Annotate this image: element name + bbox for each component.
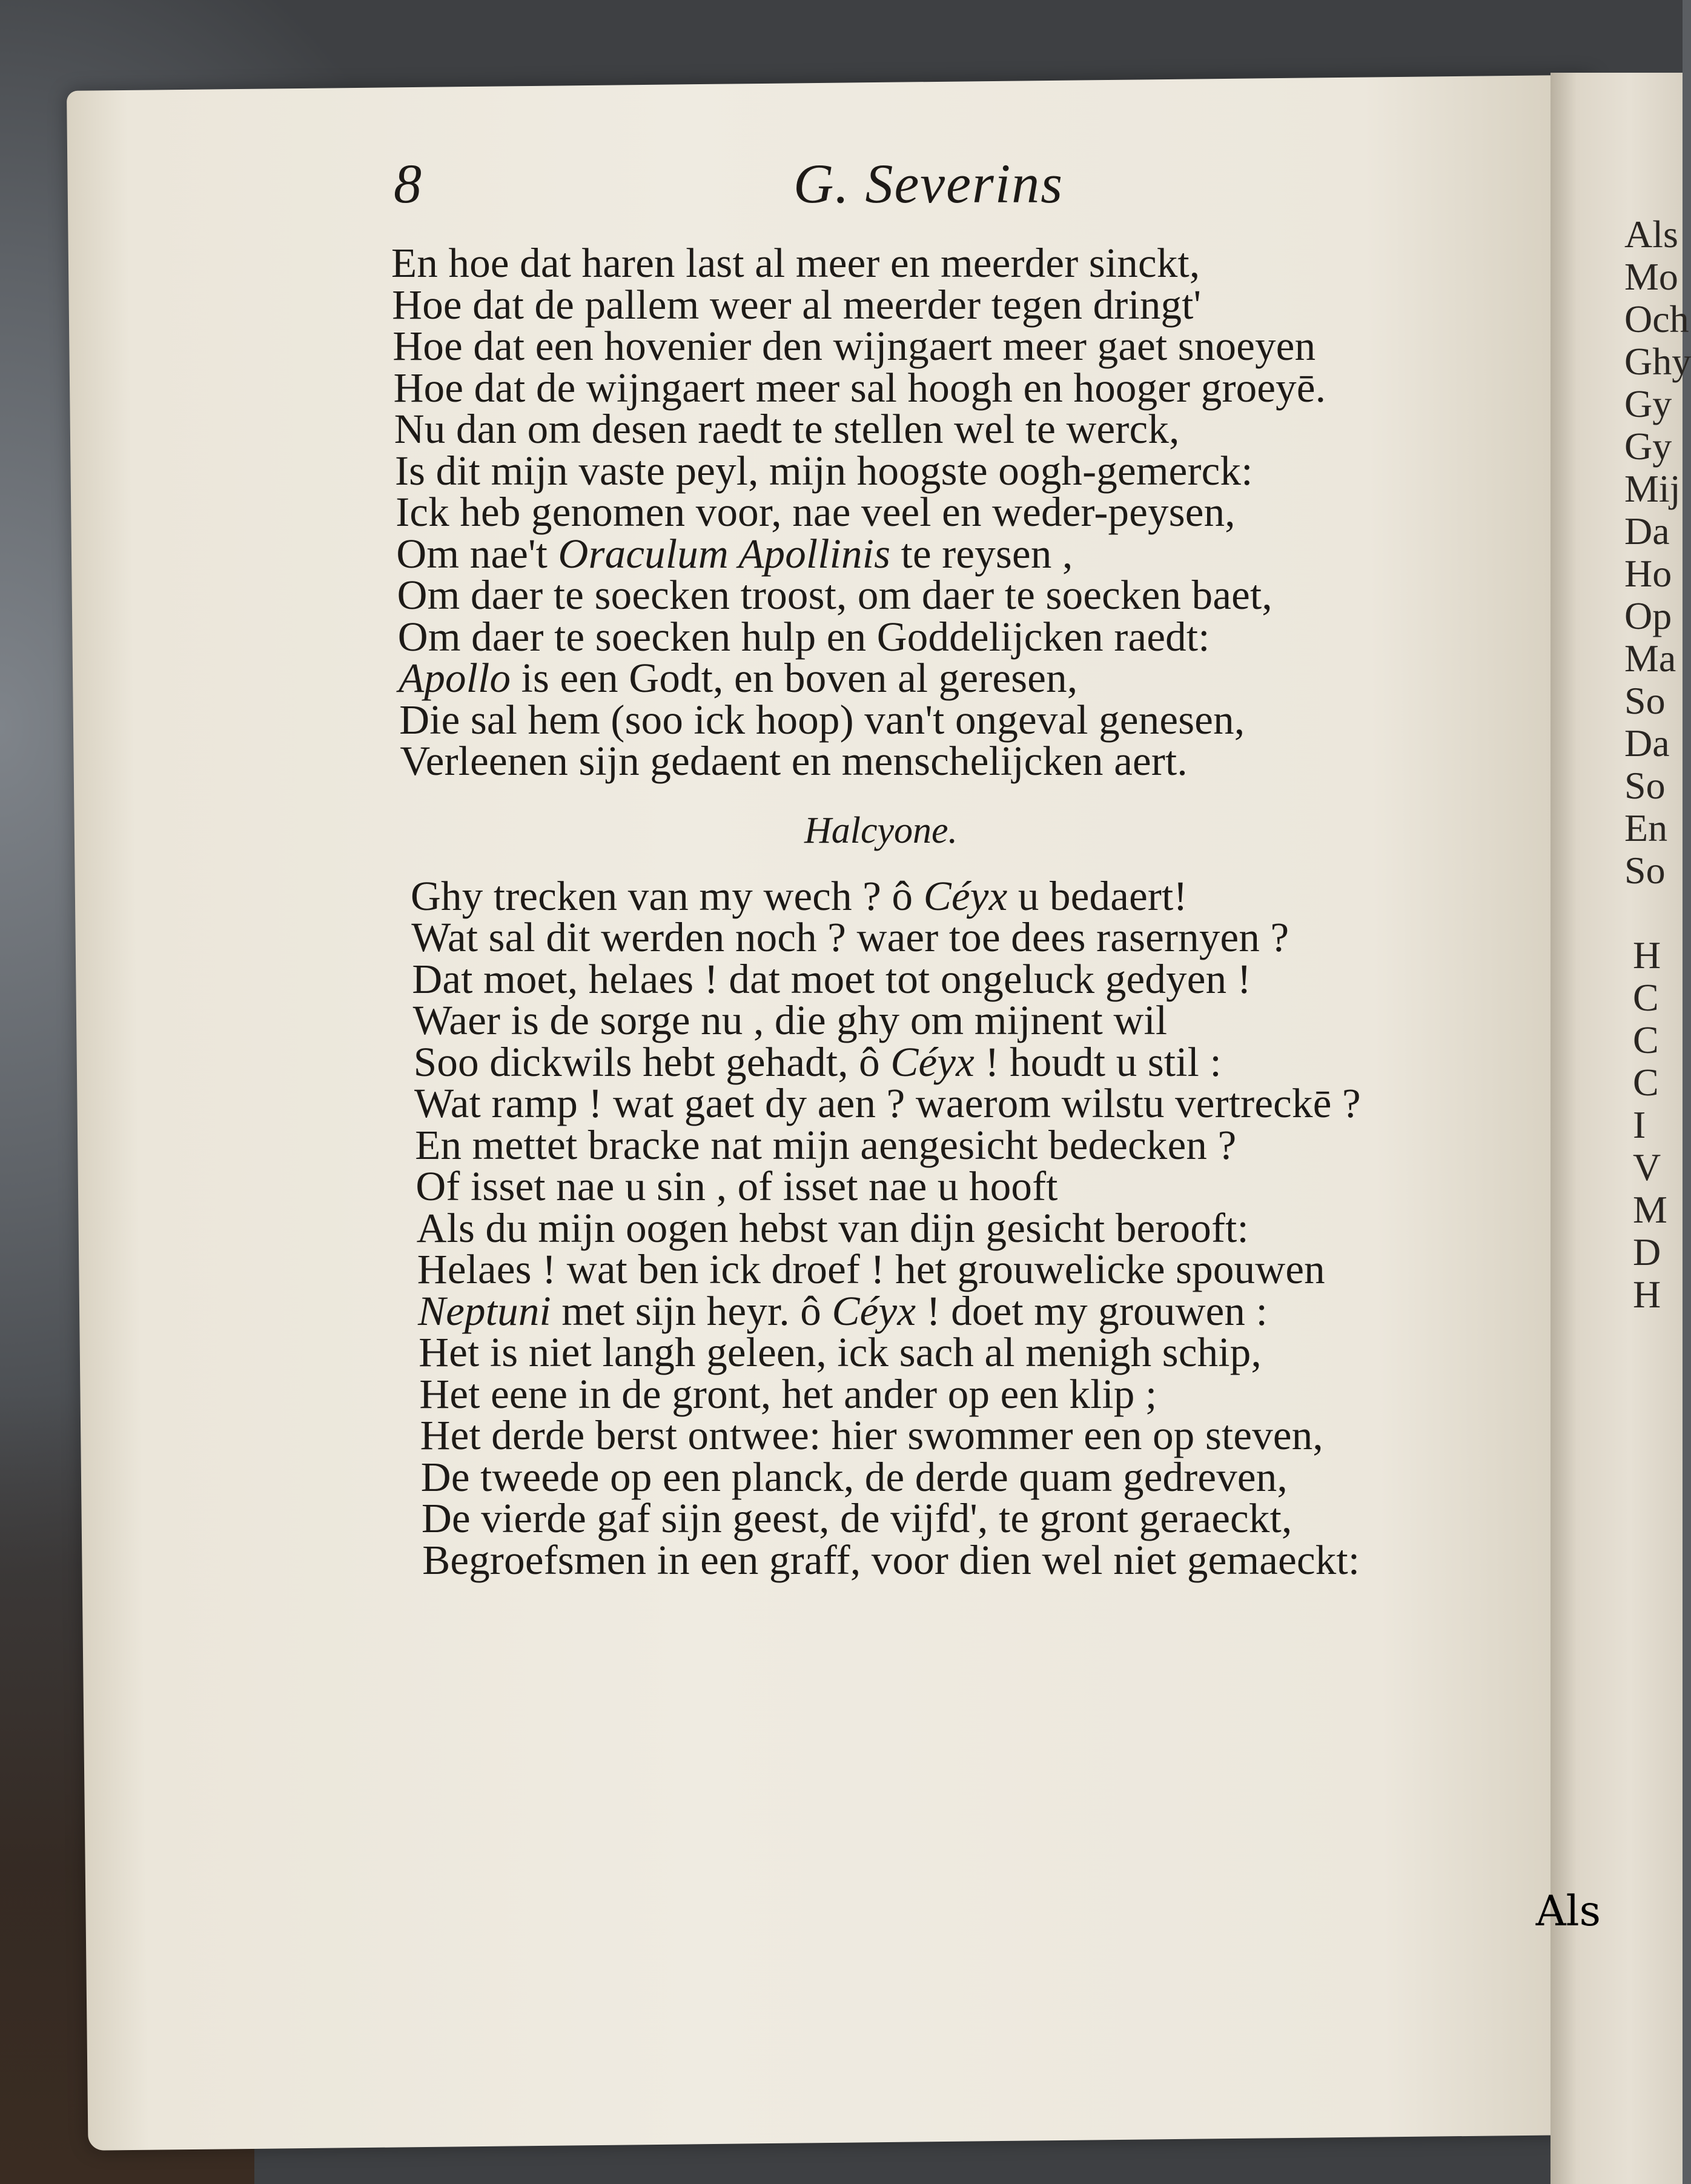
verse-line: Hoe dat de pallem weer al meerder tegen dringt' bbox=[392, 281, 1202, 328]
verse-line: Begroefsmen in een graff, voor dien wel niet gemaeckt: bbox=[422, 1536, 1360, 1583]
facing-page-fragment: En bbox=[1624, 806, 1668, 849]
facing-page-fragment: C bbox=[1633, 976, 1659, 1019]
verse-line: En hoe dat haren last al meer en meerder sinckt, bbox=[391, 240, 1200, 286]
facing-page-fragment: Gy bbox=[1624, 425, 1672, 468]
verse-line: Het is niet langh geleen, ick sach al menigh schip, bbox=[419, 1329, 1262, 1375]
verse-line: Om daer te soecken troost, om daer te soecken baet, bbox=[397, 572, 1272, 618]
facing-page-fragment: M bbox=[1633, 1188, 1667, 1231]
page-header bbox=[321, 151, 1550, 242]
facing-page-fragment: D bbox=[1633, 1230, 1661, 1273]
verse-line: Ghy trecken van my wech ? ô Céyx u bedaert! bbox=[411, 872, 1188, 919]
verse-line: Soo dickwils hebt gehadt, ô Céyx ! houdt u stil : bbox=[413, 1038, 1222, 1085]
facing-page-fragment: So bbox=[1624, 764, 1666, 807]
facing-page-fragment: H bbox=[1633, 934, 1661, 977]
verse-line: Als du mijn oogen hebst van dijn gesicht berooft: bbox=[416, 1204, 1249, 1251]
verse-line: Neptuni met sijn heyr. ô Céyx ! doet my grouwen : bbox=[418, 1287, 1268, 1334]
facing-page-fragment: So bbox=[1624, 679, 1666, 722]
speaker-label: Halcyone. bbox=[804, 809, 958, 851]
verse-line: Het eene in de gront, het ander op een klip ; bbox=[419, 1370, 1157, 1417]
verse-line: Het derde berst ontwee: hier swommer een op steven, bbox=[420, 1412, 1323, 1458]
facing-page-fragment: Da bbox=[1624, 509, 1670, 553]
verse-line: Verleenen sijn gedaent en menschelijcken aert. bbox=[400, 738, 1188, 784]
facing-page-fragment: C bbox=[1633, 1018, 1659, 1061]
verse-line: Of isset nae u sin , of isset nae u hooft bbox=[415, 1163, 1058, 1209]
facing-page-fragment: Op bbox=[1624, 594, 1672, 637]
verse-line: Hoe dat de wijngaert meer sal hoogh en hooger groeyē. bbox=[393, 364, 1326, 411]
catchword: Als bbox=[1535, 1887, 1601, 1936]
facing-page-fragment: Als bbox=[1624, 213, 1678, 256]
verse-line: Die sal hem (soo ick hoop) van't ongeval genesen, bbox=[399, 696, 1245, 743]
facing-page-fragment: Ho bbox=[1624, 552, 1672, 595]
verse-line: De tweede op een planck, de derde quam gedreven, bbox=[420, 1453, 1288, 1500]
facing-page-fragment: Gy bbox=[1624, 382, 1672, 425]
verse-line: Om nae't Oraculum Apollinis te reysen , bbox=[396, 530, 1073, 577]
facing-page-fragment: Da bbox=[1624, 722, 1670, 765]
verse-line: Apollo is een Godt, en boven al geresen, bbox=[399, 655, 1078, 701]
verse-line: Waer is de sorge nu , die ghy om mijnent wil bbox=[412, 997, 1168, 1043]
verse-line: Ick heb genomen voor, nae veel en weder-peysen, bbox=[395, 489, 1236, 535]
verse-line: De vierde gaf sijn geest, de vijfd', te gront geraeckt, bbox=[422, 1495, 1292, 1541]
verse-line: En mettet bracke nat mijn aengesicht bedecken ? bbox=[415, 1121, 1237, 1168]
verse-line: Wat ramp ! wat gaet dy aen ? waerom wilstu vertreckē ? bbox=[414, 1080, 1361, 1126]
facing-page-fragment: Mo bbox=[1624, 255, 1678, 298]
facing-page bbox=[1550, 73, 1691, 2184]
verse-line: Om daer te soecken hulp en Goddelijcken raedt: bbox=[397, 613, 1210, 660]
facing-page-fragment: Och bbox=[1624, 297, 1689, 340]
facing-page-fragment: I bbox=[1633, 1103, 1646, 1146]
facing-page-fragment: Mij bbox=[1624, 467, 1681, 510]
facing-page-fragment: Ma bbox=[1624, 637, 1676, 680]
verse-line: Wat sal dit werden noch ? waer toe dees rasernyen ? bbox=[411, 914, 1289, 960]
verse-line: Hoe dat een hovenier den wijngaert meer gaet snoeyen bbox=[392, 323, 1316, 369]
verse-line: Is dit mijn vaste peyl, mijn hoogste oogh-gemerck: bbox=[395, 447, 1253, 494]
page-number: 8 bbox=[394, 153, 422, 214]
facing-page-fragment: Ghy bbox=[1624, 340, 1691, 383]
facing-page-fragment: H bbox=[1633, 1273, 1661, 1316]
running-head: G. Severins bbox=[793, 153, 1064, 214]
facing-page-fragment: C bbox=[1633, 1061, 1659, 1104]
verse-line: Nu dan om desen raedt te stellen wel te werck, bbox=[394, 406, 1180, 452]
verse-line: Dat moet, helaes ! dat moet tot ongeluck gedyen ! bbox=[412, 955, 1251, 1002]
page-text-block bbox=[321, 151, 1550, 1581]
verse-line: Helaes ! wat ben ick droef ! het grouwelicke spouwen bbox=[417, 1246, 1325, 1292]
facing-page-fragment: V bbox=[1633, 1146, 1661, 1189]
stanza-ceyx bbox=[321, 242, 1550, 782]
facing-page-fragment: So bbox=[1624, 849, 1666, 892]
stanza-halcyone bbox=[321, 872, 1550, 1583]
